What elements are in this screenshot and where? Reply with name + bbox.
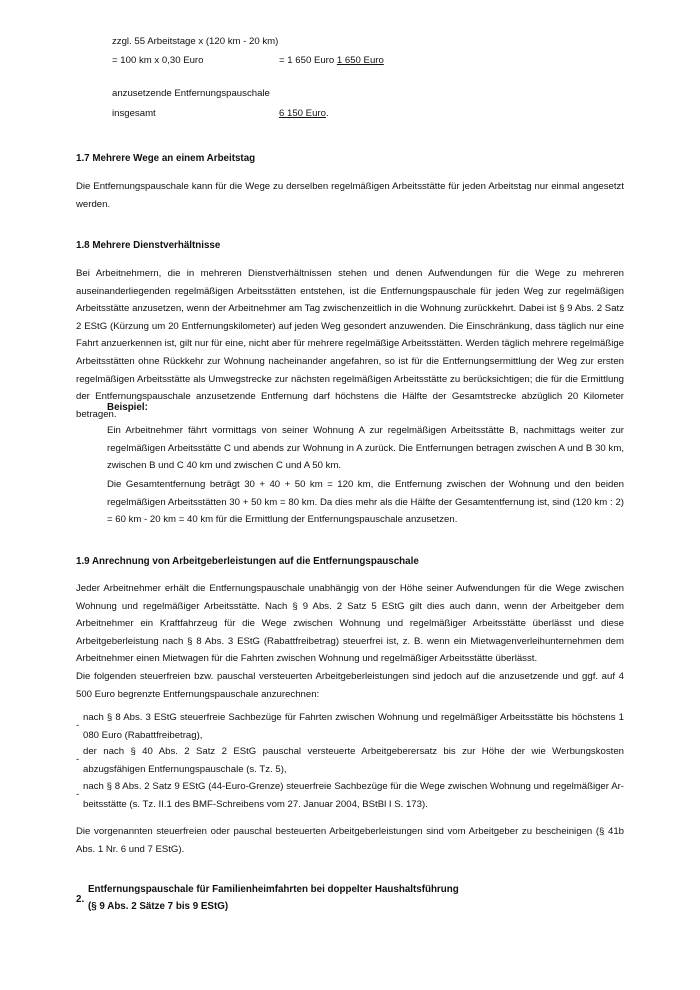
- bullet-item-2: der nach § 40 Abs. 2 Satz 2 EStG pauschal versteuerte Arbeitgeberersatz bis zur Höhe der wie Werbungskosten abzugsfähigen Entfernungspauschale (s. Tz. 5),: [83, 746, 624, 775]
- heading-1-8: 1.8 Mehrere Dienstverhältnisse: [76, 240, 221, 251]
- section-2-number: 2.: [76, 894, 85, 905]
- calc-line-1: zzgl. 55 Arbeitstage x (120 km - 20 km): [112, 36, 279, 47]
- bullet-item-1: nach § 8 Abs. 3 EStG steuerfreie Sachbezüge für Fahrten zwischen Wohnung und regelmäßiger Arbeitsstätte bis höchstens 1 080 Euro (Rabattfreibetrag),: [83, 712, 624, 741]
- calc-line-2-result: [279, 55, 384, 66]
- calc-line-2-mid: = 1 650 Euro: [279, 55, 337, 66]
- calc-line-4-underlined: 6 150 Euro: [279, 108, 326, 119]
- calc-line-4-left: insgesamt: [112, 108, 156, 119]
- heading-1-9: 1.9 Anrechnung von Arbeitgeberleistungen auf die Entfernungspauschale: [76, 556, 419, 567]
- example-label: Beispiel:: [107, 402, 148, 413]
- paragraph-1-9-a: Jeder Arbeitnehmer erhält die Entfernungspauschale unabhängig von der Höhe seiner Aufwendungen für die Wege zwischen Wohnung und regelmäßiger Arbeitsstätte. Nach § 9 Abs. 2 Satz 5 EStG gilt dies auch dann, wenn der Arbeitgeber dem Arbeitnehmer ein Kraftfahrzeug für die Wege zwischen Wohnung und regelmäßiger Arbeitsstätte überlässt und diese Arbeitgeberleistung nach § 8 Abs. 3 EStG (Rabattfreibetrag) steuerfrei ist, z. B. wenn ein Mietwagenverleihunternehmen dem Arbeitnehmer einen Mietwagen für die Fahrten zwischen Wohnung und regelmäßiger Arbeitsstätte überlässt.: [76, 583, 624, 665]
- calc-line-2-left: = 100 km x 0,30 Euro: [112, 55, 204, 66]
- section-2-heading-line-1: Entfernungspauschale für Familienheimfahrten bei doppelter Haushaltsführung: [88, 884, 459, 895]
- calc-line-3: anzusetzende Entfernungspauschale: [112, 88, 270, 99]
- paragraph-1-9-b: Die folgenden steuerfreien bzw. pauschal versteuerten Arbeitgeberleistungen sind jedoch auf die anzusetzende und ggf. auf 4 500 Euro begrenzte Entfernungspauschale anzurechnen:: [76, 671, 624, 700]
- bullet-marker: -: [76, 754, 80, 765]
- paragraph-1-8: Bei Arbeitnehmern, die in mehreren Dienstverhältnissen stehen und denen Aufwendungen für die Wege zu mehreren auseinanderliegenden regelmäßigen Arbeitsstätten entstehen, ist die Entfernungspauschale für jeden Weg zur regelmäßigen Arbeitsstätte anzusetzen, wenn der Arbeitnehmer am Tag zwischenzeitlich in die Wohnung zurückkehrt. Dabei ist § 9 Abs. 2 Satz 2 EStG (Kürzung um 20 Entfernungskilometer) auf jeden Weg gesondert anzuwenden. Die Einschränkung, dass täglich nur eine Fahrt anzuerkennen ist, gilt nur für eine, nicht aber für mehrere regelmäßige Arbeitsstätten. Werden täglich mehrere regelmäßige Arbeitsstätten ohne Rückkehr zur Wohnung nacheinander angefahren, so ist für die Entfernungsermittlung der Weg zur ersten regelmäßigen Arbeitsstätte als Umwegstrecke zur nächsten regelmäßigen Arbeitsstätte zu berücksichtigen; die für die Ermittlung der Entfernungspauschale anzusetzende Entfernung darf höchstens die Hälfte der Gesamtstrecke abzüglich 20 Kilometer betragen.: [76, 268, 624, 420]
- calc-line-4-total: [279, 108, 329, 119]
- heading-1-7: 1.7 Mehrere Wege an einem Arbeitstag: [76, 153, 256, 164]
- bullet-item-3: nach § 8 Abs. 2 Satz 9 EStG (44-Euro-Grenze) steuerfreie Sachbezüge für die Wege zwischen Wohnung und regelmäßiger Arbeitsstätte (s. Tz. II.1 des BMF-Schreibens vom 27. Januar 2004, BStBl I S. 173).: [83, 781, 624, 810]
- calc-line-4-suffix: .: [325, 108, 329, 119]
- bullet-marker: -: [76, 789, 80, 800]
- calc-line-2-underlined: 1 650 Euro: [336, 55, 384, 66]
- paragraph-1-7: Die Entfernungspauschale kann für die Wege zu derselben regelmäßigen Arbeitsstätte für jeden Arbeitstag nur einmal angesetzt werden.: [76, 181, 624, 210]
- example-paragraph-1: Ein Arbeitnehmer fährt vormittags von seiner Wohnung A zur regelmäßigen Arbeitsstätte B, nachmittags weiter zur regelmäßigen Arbeitsstätte C und abends zur Wohnung in A zurück. Die Entfernungen betragen zwischen A und B 30 km, zwischen B und C 40 km und zwischen C und A 50 km.: [107, 425, 624, 472]
- bullet-marker: -: [76, 720, 80, 731]
- example-paragraph-2: Die Gesamtentfernung beträgt 30 + 40 + 50 km = 120 km, die Entfernung zwischen der Wohnung und den beiden regelmäßigen Arbeitsstätten 30 + 50 km = 80 km. Da dies mehr als die Hälfte der Gesamtentfernung ist, sind (120 km : 2) = 60 km - 20 km = 40 km für die Ermittlung der Entfernungspauschale anzusetzen.: [107, 479, 624, 526]
- section-2-heading-line-2: (§ 9 Abs. 2 Sätze 7 bis 9 EStG): [88, 901, 229, 912]
- paragraph-1-9-c: Die vorgenannten steuerfreien oder pauschal besteuerten Arbeitgeberleistungen sind vom Arbeitgeber zu bescheinigen (§ 41b Abs. 1 Nr. 6 und 7 EStG).: [76, 826, 624, 855]
